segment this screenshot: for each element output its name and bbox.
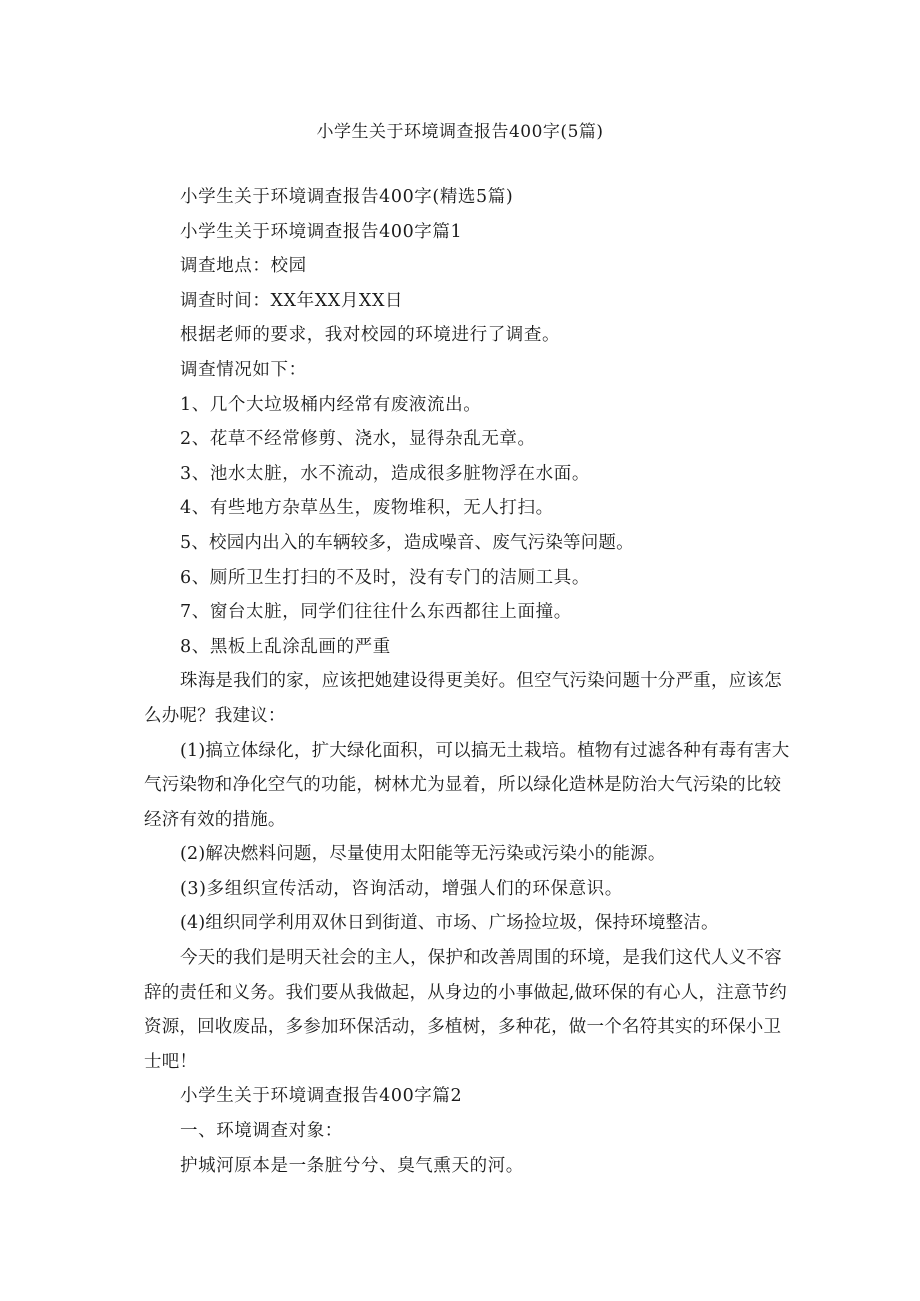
document-body [144,180,794,1183]
paragraph-subtitle: 小学生关于环境调查报告400字(精选5篇) [180,187,514,207]
paragraph-suggestion-intro: 珠海是我们的家，应该把她建设得更美好。但空气污染问题十分严重，应该怎么办呢？我建议： [144,671,782,726]
list-item-finding-6: 6、厕所卫生打扫的不及时，没有专门的洁厕工具。 [180,567,590,588]
list-item-finding-4: 4、有些地方杂草丛生，废物堆积，无人打扫。 [180,498,554,519]
list-item-finding-7: 7、窗台太脏，同学们往往什么东西都往上面撞。 [180,602,572,623]
paragraph-time: 调查时间：XX年XX月XX日 [180,290,404,311]
list-item-finding-1: 1、几个大垃圾桶内经常有废液流出。 [180,394,482,415]
list-item-suggestion-4: (4)组织同学利用双休日到街道、市场、广场捡垃圾，保持环境整洁。 [180,913,719,934]
paragraph-findings-heading: 调查情况如下： [180,359,307,380]
paragraph-intro: 根据老师的要求，我对校园的环境进行了调查。 [180,325,561,346]
paragraph-river-description: 护城河原本是一条脏兮兮、臭气熏天的河。 [180,1155,524,1176]
list-item-suggestion-1: (1)搞立体绿化，扩大绿化面积，可以搞无土栽培。植物有过滤各种有毒有害大气污染物和净化空气的功能，树林尤为显着，所以绿化造林是防治大气污染的比较经济有效的措施。 [144,740,790,830]
paragraph-location: 调查地点：校园 [180,256,307,277]
list-item-suggestion-3: (3)多组织宣传活动，咨询活动，增强人们的环保意识。 [180,878,623,899]
paragraph-subject-heading: 一、环境调查对象： [180,1121,343,1142]
paragraph-section-heading-2: 小学生关于环境调查报告400字篇2 [180,1086,463,1107]
list-item-finding-2: 2、花草不经常修剪、浇水，显得杂乱无章。 [180,429,536,450]
list-item-finding-3: 3、池水太脏，水不流动，造成很多脏物浮在水面。 [180,463,590,484]
document-title: 小学生关于环境调查报告400字(5篇) [316,122,604,142]
list-item-finding-5: 5、校园内出入的车辆较多，造成噪音、废气污染等问题。 [180,532,634,553]
list-item-suggestion-2: (2)解决燃料问题，尽量使用太阳能等无污染或污染小的能源。 [180,844,666,865]
paragraph-section-heading-1: 小学生关于环境调查报告400字篇1 [180,221,463,242]
list-item-finding-8: 8、黑板上乱涂乱画的严重 [180,636,391,657]
paragraph-conclusion: 今天的我们是明天社会的主人，保护和改善周围的环境，是我们这代人义不容辞的责任和义务。我们要从我做起，从身边的小事做起,做环保的有心人，注意节约资源，回收废品，多参加环保活动，多植树，多种花，做一个名符其实的环保小卫士吧！ [144,948,787,1072]
